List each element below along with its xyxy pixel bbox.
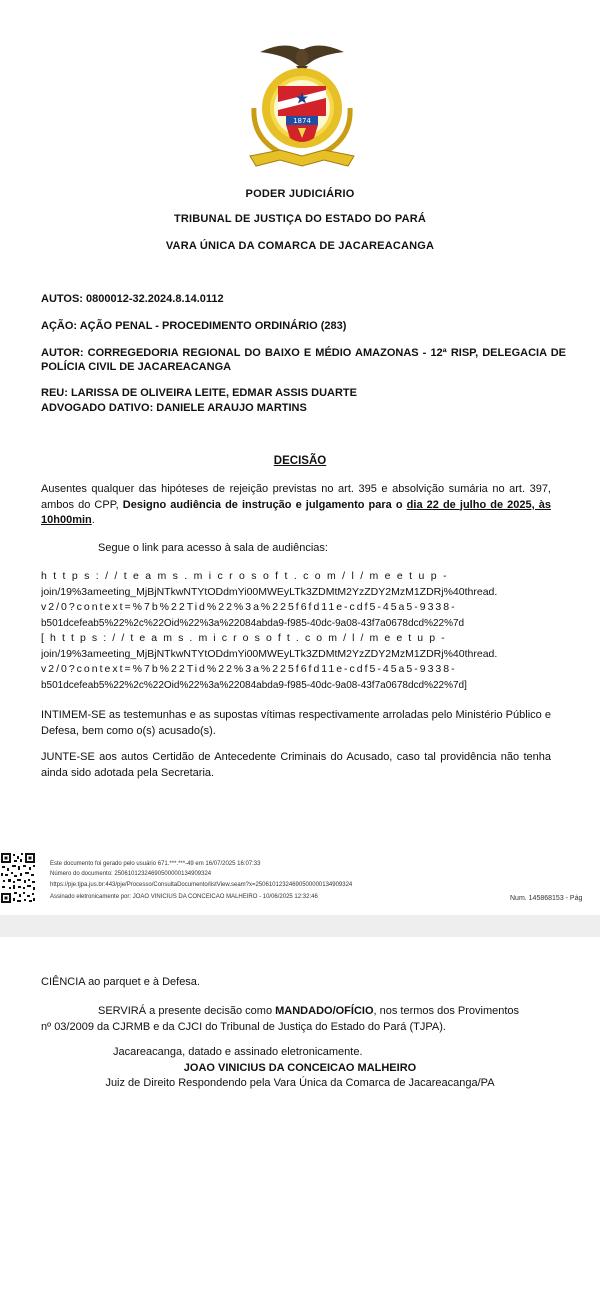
case-advogado: ADVOGADO DATIVO: DANIELE ARAUJO MARTINS — [41, 402, 307, 414]
seal-year: 1874 — [293, 117, 311, 125]
servira-text-end: , nos termos dos Provimentos — [373, 1005, 520, 1017]
decision-p1-end: . — [91, 514, 95, 526]
decision-p1-date: dia 22 de julho de 2025, às 10h00min — [41, 498, 552, 526]
case-autor: AUTOR: CORREGEDORIA REGIONAL DO BAIXO E MÉDIO AMAZONAS - 12ª RISP, DELEGACIA DE POLÍCIA CIVIL DE JACAREACANGA — [41, 347, 566, 373]
decision-p1-designo: Designo audiência de instrução e julgamento para o — [122, 498, 407, 511]
meeting-link-line-6[interactable]: join/19%3ameeting_MjBjNTkwNTYtODdmYi00MWEyLTk3ZDMtM2YzZDY2MzM1ZDRj%40thread. — [41, 647, 498, 660]
document-page-2 — [0, 937, 600, 1300]
footer-page-number: Num. 145868153 - Pág — [510, 895, 583, 902]
ciencia-paragraph: CIÊNCIA ao parquet e à Defesa. — [41, 976, 200, 988]
judge-role: Juiz de Direito Respondendo pela Vara Única da Comarca de Jacareacanga/PA — [105, 1077, 495, 1089]
court-coat-of-arms-icon — [240, 38, 364, 170]
servira-text: SERVIRÁ a presente decisão como — [98, 1005, 276, 1017]
footer-generated-by: Este documento foi gerado pelo usuário 671.***.***-49 em 16/07/2025 16:07:33 — [50, 861, 261, 867]
meeting-link[interactable] — [41, 569, 567, 693]
meeting-link-line-7[interactable]: v2/0?context=%7b%22Tid%22%3a%225f6fd11e-cdf5-45a5-9338- — [41, 663, 457, 675]
footer-signed-by: Assinado eletronicamente por: JOAO VINICIUS DA CONCEICAO MALHEIRO - 10/06/2025 12:32:46 — [50, 894, 318, 900]
qr-code-icon — [0, 852, 36, 904]
footer-url[interactable]: https://pje.tjpa.jus.br:443/pje/Processo/ConsultaDocumento/listView.seam?x=25061012324690500000134909324 — [50, 882, 353, 888]
page-separator — [0, 915, 600, 937]
judge-name: JOAO VINICIUS DA CONCEICAO MALHEIRO — [183, 1062, 417, 1074]
case-autos: AUTOS: 0800012-32.2024.8.14.0112 — [41, 293, 224, 305]
decision-p1-text: Ausentes qualquer das hipóteses de rejeição previstas no art. 395 e absolvição sumária no art. 397, ambos do CPP, — [41, 483, 551, 511]
decision-paragraph-2: Segue o link para acesso à sala de audiências: — [98, 542, 328, 554]
footer-document-number: Número do documento: 25061012324690500000134909324 — [50, 871, 212, 877]
header-tribunal: TRIBUNAL DE JUSTIÇA DO ESTADO DO PARÁ — [173, 213, 427, 225]
meeting-link-line-4[interactable]: b501dcefeab5%22%2c%22Oid%22%3a%22084abda9-f985-40dc-9a08-43f7a0678dcd%22%7d — [41, 617, 465, 629]
meeting-link-line-8[interactable]: b501dcefeab5%22%2c%22Oid%22%3a%22084abda9-f985-40dc-9a08-43f7a0678dcd%22%7d] — [41, 679, 467, 691]
servira-paragraph — [98, 1003, 519, 1019]
servira-paragraph-line-2: nº 03/2009 da CJRMB e da CJCI do Tribunal de Justiça do Estado do Pará (TJPA). — [41, 1021, 446, 1033]
decision-title: DECISÃO — [273, 455, 327, 467]
header-vara: VARA ÚNICA DA COMARCA DE JACAREACANGA — [165, 240, 435, 252]
decision-paragraph-4: JUNTE-SE aos autos Certidão de Antecedente Criminais do Acusado, caso tal providência não tenha ainda sido adotada pela Secretaria. — [41, 751, 551, 779]
case-reu: REU: LARISSA DE OLIVEIRA LEITE, EDMAR ASSIS DUARTE — [41, 387, 357, 399]
case-acao: AÇÃO: AÇÃO PENAL - PROCEDIMENTO ORDINÁRIO (283) — [41, 320, 347, 332]
meeting-link-line-3[interactable]: v2/0?context=%7b%22Tid%22%3a%225f6fd11e-cdf5-45a5-9338- — [41, 601, 457, 613]
meeting-link-line-2[interactable]: join/19%3ameeting_MjBjNTkwNTYtODdmYi00MWEyLTk3ZDMtM2YzZDY2MzM1ZDRj%40thread. — [41, 585, 498, 598]
decision-paragraph-1 — [41, 482, 551, 529]
mandado-oficio: MANDADO/OFÍCIO — [275, 1005, 374, 1017]
signature-location: Jacareacanga, datado e assinado eletronicamente. — [113, 1046, 363, 1058]
meeting-link-line-1[interactable]: https://teams.microsoft.com/l/meetup- — [41, 570, 453, 582]
meeting-link-line-5[interactable]: [https://teams.microsoft.com/l/meetup- — [41, 632, 451, 644]
header-poder-judiciario: PODER JUDICIÁRIO — [245, 188, 355, 200]
decision-paragraph-3: INTIMEM-SE as testemunhas e as supostas vítimas respectivamente arroladas pelo Ministério Público e Defesa, bem como o(s) acusado(s). — [41, 709, 551, 737]
